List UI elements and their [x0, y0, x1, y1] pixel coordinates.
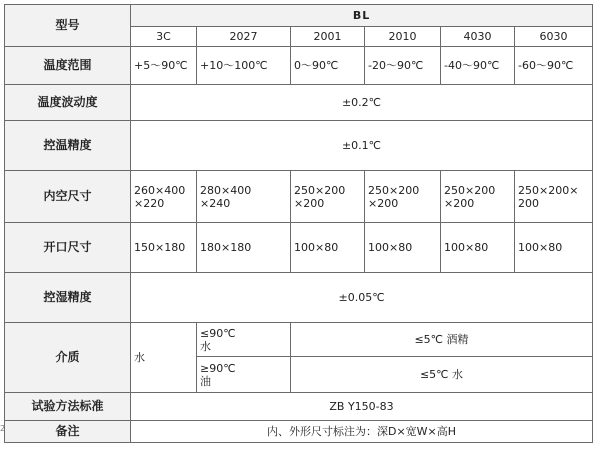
inner-size-line: 250×200 — [444, 183, 496, 197]
remark-label: 备注 — [5, 421, 131, 443]
temp-range-cell: -20～90℃ — [365, 47, 441, 85]
opening-cell: 100×80 — [291, 223, 365, 273]
opening-cell: 100×80 — [365, 223, 441, 273]
medium-first: 水 — [131, 323, 197, 393]
inner-size-line: ×220 — [134, 196, 165, 210]
temp-range-cell: +10～100℃ — [197, 47, 291, 85]
control-precision-value: ±0.1℃ — [131, 121, 593, 171]
humidity-precision-value: ±0.05℃ — [131, 273, 593, 323]
medium-low-range: ≤90℃ — [200, 326, 236, 340]
series-name: BL — [131, 5, 593, 27]
opening-cell: 100×80 — [515, 223, 593, 273]
medium-low-cell — [197, 323, 291, 357]
model-cell: 4030 — [441, 27, 515, 47]
medium-label: 介质 — [5, 323, 131, 393]
model-label: 型号 — [5, 5, 131, 47]
inner-size-line: ×200 — [444, 196, 475, 210]
medium-high-range: ≥90℃ — [200, 361, 236, 375]
control-precision-row — [5, 121, 593, 171]
inner-size-cell — [131, 171, 197, 223]
opening-cell: 100×80 — [441, 223, 515, 273]
temp-range-cell: 0～90℃ — [291, 47, 365, 85]
inner-size-label: 内空尺寸 — [5, 171, 131, 223]
test-standard-label: 试验方法标准 — [5, 393, 131, 421]
model-cell: 2010 — [365, 27, 441, 47]
temp-range-cell: -40～90℃ — [441, 47, 515, 85]
inner-size-cell — [291, 171, 365, 223]
control-precision-label: 控温精度 — [5, 121, 131, 171]
inner-size-line: 250×200× — [518, 183, 579, 197]
remark-row — [5, 421, 593, 443]
inner-size-line: ×200 — [368, 196, 399, 210]
temp-range-row — [5, 47, 593, 85]
fluctuation-label: 温度波动度 — [5, 85, 131, 121]
remark-value: 内、外形尺寸标注为：深D×宽W×高H — [131, 421, 593, 443]
inner-size-line: ×200 — [294, 196, 325, 210]
test-standard-value: ZB Y150-83 — [131, 393, 593, 421]
inner-size-cell — [441, 171, 515, 223]
medium-high-medium: 油 — [200, 374, 211, 388]
spec-sheet — [4, 4, 593, 443]
medium-high-cell — [197, 357, 291, 393]
inner-size-line: 250×200 — [368, 183, 420, 197]
inner-size-cell — [365, 171, 441, 223]
opening-label: 开口尺寸 — [5, 223, 131, 273]
inner-size-cell — [515, 171, 593, 223]
inner-size-row — [5, 171, 593, 223]
series-row — [5, 5, 593, 27]
inner-size-line: 280×400 — [200, 183, 252, 197]
humidity-precision-label: 控湿精度 — [5, 273, 131, 323]
medium-alcohol: ≤5℃ 酒精 — [291, 323, 593, 357]
inner-size-line: ×240 — [200, 196, 231, 210]
test-standard-row — [5, 393, 593, 421]
temp-range-cell: -60～90℃ — [515, 47, 593, 85]
opening-row — [5, 223, 593, 273]
inner-size-line: 250×200 — [294, 183, 346, 197]
fluctuation-row — [5, 85, 593, 121]
inner-size-line: 260×400 — [134, 183, 186, 197]
inner-size-line: 200 — [518, 196, 539, 210]
opening-cell: 180×180 — [197, 223, 291, 273]
opening-cell: 150×180 — [131, 223, 197, 273]
model-cell: 2027 — [197, 27, 291, 47]
fluctuation-value: ±0.2℃ — [131, 85, 593, 121]
model-cell: 3C — [131, 27, 197, 47]
temp-range-cell: +5～90℃ — [131, 47, 197, 85]
model-cell: 2001 — [291, 27, 365, 47]
margin-mark: 2 — [0, 424, 6, 433]
humidity-precision-row — [5, 273, 593, 323]
medium-water: ≤5℃ 水 — [291, 357, 593, 393]
medium-low-medium: 水 — [200, 339, 211, 353]
inner-size-cell — [197, 171, 291, 223]
temp-range-label: 温度范围 — [5, 47, 131, 85]
spec-table — [4, 4, 593, 443]
model-cell: 6030 — [515, 27, 593, 47]
medium-row — [5, 323, 593, 357]
